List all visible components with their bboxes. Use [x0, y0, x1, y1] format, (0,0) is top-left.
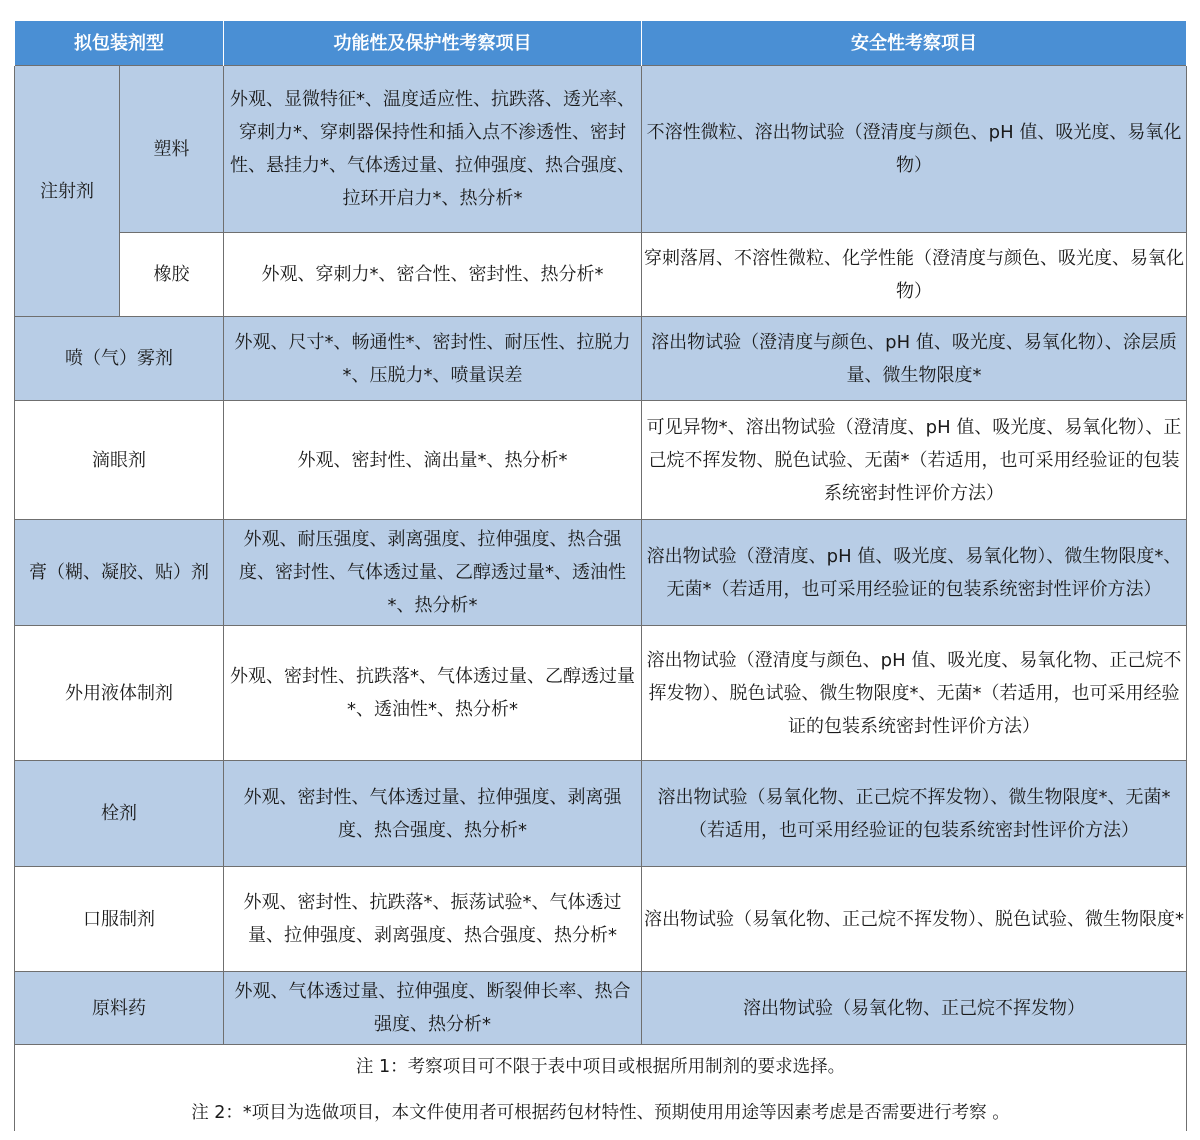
note-2: 注 2：*项目为选做项目，本文件使用者可根据药包材特性、预期使用用途等因素考虑是否需要进行考察 。: [191, 1102, 1010, 1123]
dosage-form-injection: 注射剂: [15, 66, 120, 317]
table-row-ointment: [15, 520, 1187, 626]
functional-oral: 外观、密封性、抗跌落*、振荡试验*、气体透过量、拉伸强度、剥离强度、热合强度、热分析*: [224, 867, 642, 972]
functional-external-liquid: 外观、密封性、抗跌落*、气体透过量、乙醇透过量*、透油性*、热分析*: [224, 626, 642, 761]
sub-form-rubber: 橡胶: [120, 233, 224, 317]
header-row: [15, 21, 1187, 66]
functional-api: 外观、气体透过量、拉伸强度、断裂伸长率、热合强度、热分析*: [224, 972, 642, 1045]
functional-eye-drops: 外观、密封性、滴出量*、热分析*: [224, 401, 642, 520]
safety-injection-rubber: 穿刺落屑、不溶性微粒、化学性能（澄清度与颜色、吸光度、易氧化物）: [642, 233, 1187, 317]
sub-form-plastic: 塑料: [120, 66, 224, 233]
functional-injection-plastic: 外观、显微特征*、温度适应性、抗跌落、透光率、穿刺力*、穿刺器保持性和插入点不渗透性、密封性、悬挂力*、气体透过量、拉伸强度、热合强度、拉环开启力*、热分析*: [224, 66, 642, 233]
note-1: 注 1：考察项目可不限于表中项目或根据所用制剂的要求选择。: [355, 1056, 846, 1077]
table-row-suppository: [15, 761, 1187, 867]
dosage-form-oral: 口服制剂: [15, 867, 224, 972]
table-row-external-liquid: [15, 626, 1187, 761]
table-row-eye-drops: [15, 401, 1187, 520]
dosage-form-spray: 喷（气）雾剂: [15, 317, 224, 401]
dosage-form-suppository: 栓剂: [15, 761, 224, 867]
notes-row: [15, 1045, 1187, 1131]
safety-ointment: 溶出物试验（澄清度、pH 值、吸光度、易氧化物）、微生物限度*、无菌*（若适用，也可采用经验证的包装系统密封性评价方法）: [642, 520, 1187, 626]
functional-ointment: 外观、耐压强度、剥离强度、拉伸强度、热合强度、密封性、气体透过量、乙醇透过量*、透油性*、热分析*: [224, 520, 642, 626]
dosage-form-api: 原料药: [15, 972, 224, 1045]
packaging-test-table: [14, 21, 1187, 1131]
notes-cell: [15, 1045, 1187, 1131]
dosage-form-ointment: 膏（糊、凝胶、贴）剂: [15, 520, 224, 626]
safety-eye-drops: 可见异物*、溶出物试验（澄清度、pH 值、吸光度、易氧化物）、正己烷不挥发物、脱色试验、无菌*（若适用，也可采用经验证的包装系统密封性评价方法）: [642, 401, 1187, 520]
safety-suppository: 溶出物试验（易氧化物、正己烷不挥发物）、微生物限度*、无菌*（若适用，也可采用经验证的包装系统密封性评价方法）: [642, 761, 1187, 867]
table-row-injection-rubber: [15, 233, 1187, 317]
header-functional: 功能性及保护性考察项目: [224, 21, 642, 66]
functional-suppository: 外观、密封性、气体透过量、拉伸强度、剥离强度、热合强度、热分析*: [224, 761, 642, 867]
safety-external-liquid: 溶出物试验（澄清度与颜色、pH 值、吸光度、易氧化物、正己烷不挥发物）、脱色试验、微生物限度*、无菌*（若适用，也可采用经验证的包装系统密封性评价方法）: [642, 626, 1187, 761]
table-row-oral: [15, 867, 1187, 972]
dosage-form-eye-drops: 滴眼剂: [15, 401, 224, 520]
dosage-form-external-liquid: 外用液体制剂: [15, 626, 224, 761]
table-row-spray: [15, 317, 1187, 401]
header-safety: 安全性考察项目: [642, 21, 1187, 66]
header-dosage-form: 拟包装剂型: [15, 21, 224, 66]
safety-api: 溶出物试验（易氧化物、正己烷不挥发物）: [642, 972, 1187, 1045]
safety-oral: 溶出物试验（易氧化物、正己烷不挥发物）、脱色试验、微生物限度*: [642, 867, 1187, 972]
table-row-api: [15, 972, 1187, 1045]
functional-injection-rubber: 外观、穿刺力*、密合性、密封性、热分析*: [224, 233, 642, 317]
functional-spray: 外观、尺寸*、畅通性*、密封性、耐压性、拉脱力*、压脱力*、喷量误差: [224, 317, 642, 401]
table-row-injection-plastic: [15, 66, 1187, 233]
safety-spray: 溶出物试验（澄清度与颜色、pH 值、吸光度、易氧化物）、涂层质量、微生物限度*: [642, 317, 1187, 401]
safety-injection-plastic: 不溶性微粒、溶出物试验（澄清度与颜色、pH 值、吸光度、易氧化物）: [642, 66, 1187, 233]
